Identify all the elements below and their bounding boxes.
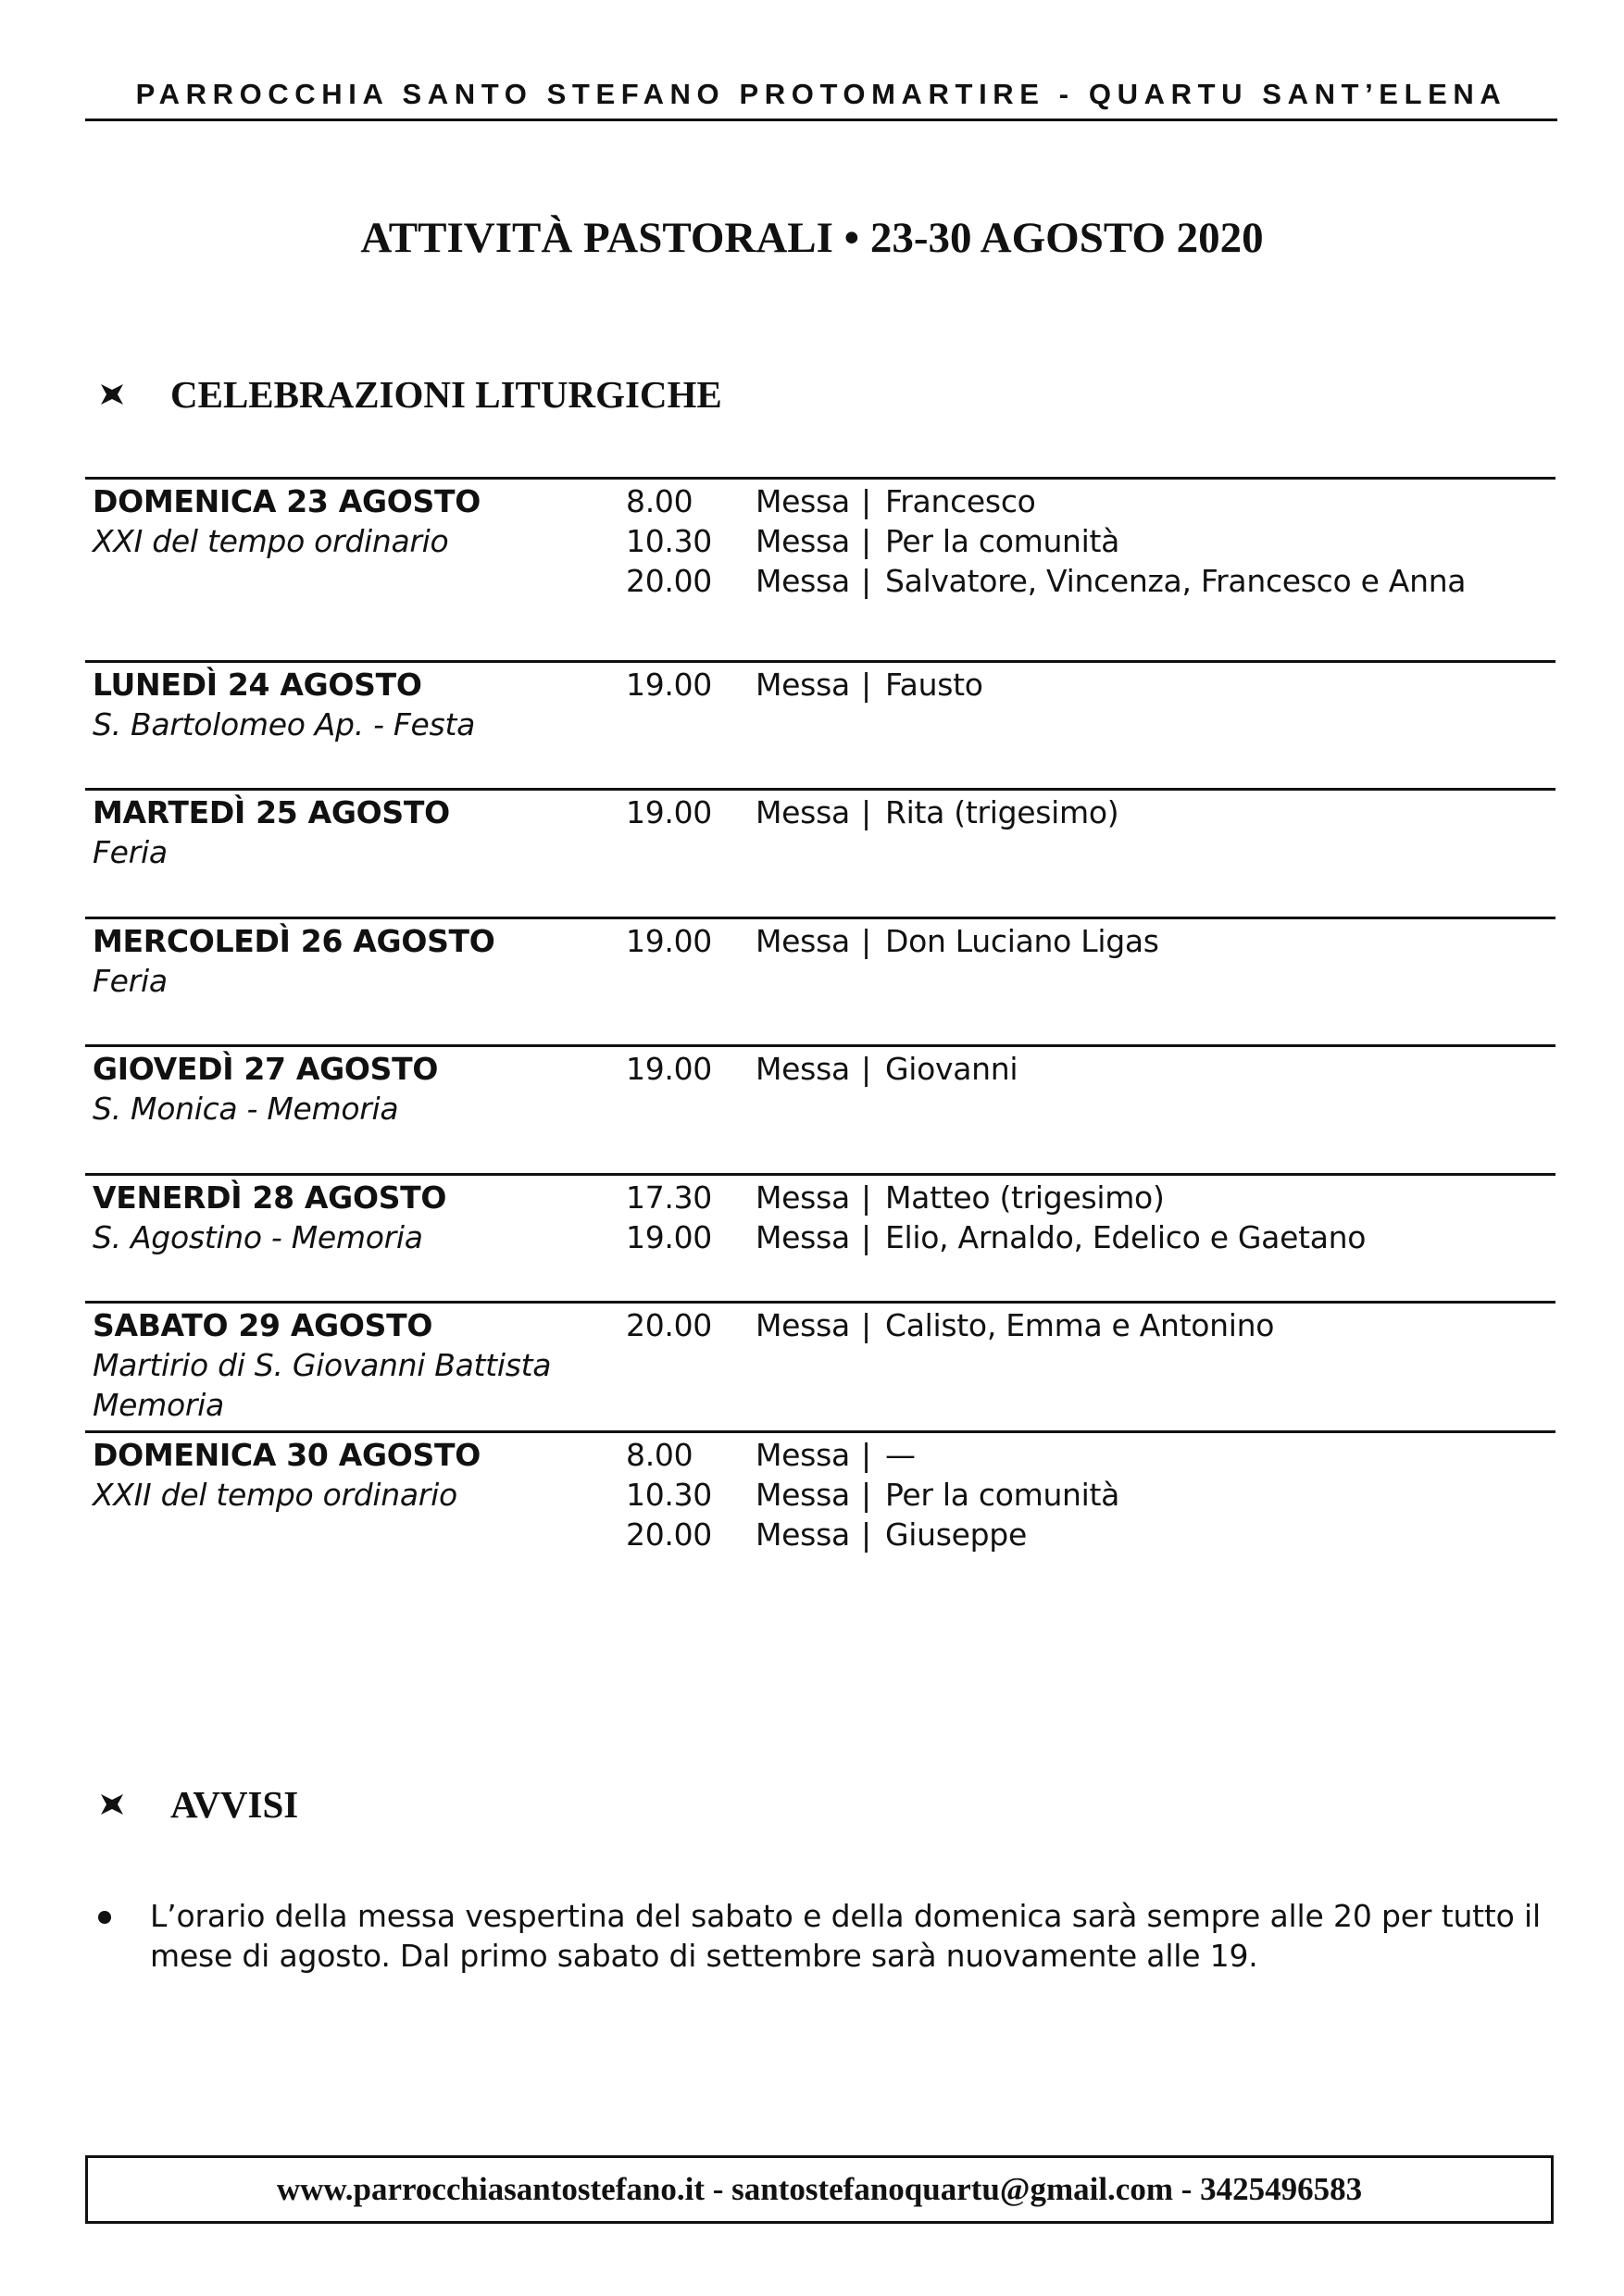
mass-time: 8.00 bbox=[626, 483, 693, 519]
mass-separator: | bbox=[861, 1051, 871, 1087]
day-info bbox=[93, 1305, 611, 1425]
mass-separator: | bbox=[861, 1219, 871, 1255]
mass-separator: | bbox=[861, 483, 871, 519]
notice-item bbox=[98, 1896, 1541, 1976]
day-block bbox=[85, 477, 1555, 663]
mass-separator: | bbox=[861, 1179, 871, 1216]
section-heading-notices bbox=[100, 1782, 298, 1827]
day-liturgical-note: S. Monica - Memoria bbox=[93, 1091, 399, 1127]
day-liturgical-note: S. Bartolomeo Ap. - Festa bbox=[93, 706, 476, 742]
mass-entry bbox=[626, 921, 1552, 961]
mass-separator: | bbox=[861, 923, 871, 959]
day-liturgical-note: Memoria bbox=[93, 1387, 224, 1423]
page-title: ATTIVITÀ PASTORALI • 23-30 AGOSTO 2020 bbox=[360, 214, 1264, 262]
day-info bbox=[93, 481, 611, 561]
mass-separator: | bbox=[861, 794, 871, 830]
mass-entry bbox=[626, 1435, 1552, 1475]
notice-text: L’orario della messa vespertina del sabato e della domenica sarà sempre alle 20 per tutto il mese di agosto. Dal primo sabato di settembre sarà nuovamente alle 19. bbox=[150, 1898, 1541, 1974]
mass-time: 19.00 bbox=[626, 667, 712, 703]
mass-entry bbox=[626, 665, 1552, 705]
mass-entry bbox=[626, 1049, 1552, 1089]
mass-label: Messa bbox=[756, 923, 850, 959]
mass-label: Messa bbox=[756, 667, 850, 703]
footer-contacts: www.parrocchiasantostefano.it - santostefanoquartu@gmail.com - 3425496583 bbox=[276, 2171, 1363, 2207]
mass-list bbox=[626, 1049, 1552, 1089]
day-liturgical-note: XXII del tempo ordinario bbox=[93, 1477, 457, 1513]
mass-entry bbox=[626, 1178, 1552, 1217]
mass-list bbox=[626, 792, 1552, 832]
mass-time: 8.00 bbox=[626, 1437, 693, 1473]
day-liturgical-note: Feria bbox=[93, 834, 168, 870]
day-name: MARTEDÌ 25 AGOSTO bbox=[93, 794, 450, 830]
day-block bbox=[85, 1301, 1555, 1433]
mass-intention: Per la comunità bbox=[885, 1477, 1120, 1513]
day-liturgical-note: Martirio di S. Giovanni Battista bbox=[93, 1347, 552, 1383]
mass-entry bbox=[626, 521, 1552, 561]
mass-separator: | bbox=[861, 1516, 871, 1553]
mass-separator: | bbox=[861, 1437, 871, 1473]
mass-entry bbox=[626, 1475, 1552, 1515]
mass-entry bbox=[626, 792, 1552, 832]
bullet-icon bbox=[98, 1911, 111, 1924]
mass-time: 17.30 bbox=[626, 1179, 712, 1216]
mass-intention: Francesco bbox=[885, 483, 1036, 519]
mass-time: 19.00 bbox=[626, 1051, 712, 1087]
mass-label: Messa bbox=[756, 1516, 850, 1553]
day-block bbox=[85, 660, 1555, 791]
mass-entry bbox=[626, 1305, 1552, 1345]
day-block bbox=[85, 1044, 1555, 1176]
mass-intention: — bbox=[885, 1437, 916, 1473]
day-block bbox=[85, 917, 1555, 1047]
star-bullet-icon bbox=[100, 1792, 124, 1816]
day-liturgical-note: S. Agostino - Memoria bbox=[93, 1219, 423, 1255]
mass-label: Messa bbox=[756, 483, 850, 519]
mass-time: 10.30 bbox=[626, 1477, 712, 1513]
mass-intention: Giovanni bbox=[885, 1051, 1018, 1087]
day-info bbox=[93, 1049, 611, 1129]
section-heading-liturgy bbox=[100, 372, 722, 417]
mass-intention: Don Luciano Ligas bbox=[885, 923, 1159, 959]
day-info bbox=[93, 665, 611, 744]
mass-time: 19.00 bbox=[626, 923, 712, 959]
mass-intention: Matteo (trigesimo) bbox=[885, 1179, 1165, 1216]
mass-intention: Elio, Arnaldo, Edelico e Gaetano bbox=[885, 1219, 1367, 1255]
day-block bbox=[85, 788, 1555, 919]
parish-name: PARROCCHIA SANTO STEFANO PROTOMARTIRE - QUARTU SANT’ELENA bbox=[135, 78, 1507, 110]
day-name: DOMENICA 30 AGOSTO bbox=[93, 1437, 481, 1473]
mass-separator: | bbox=[861, 1477, 871, 1513]
page-header bbox=[85, 76, 1557, 121]
mass-time: 10.30 bbox=[626, 523, 712, 559]
mass-entry bbox=[626, 481, 1552, 521]
mass-label: Messa bbox=[756, 563, 850, 599]
mass-time: 20.00 bbox=[626, 563, 712, 599]
day-liturgical-note: XXI del tempo ordinario bbox=[93, 523, 449, 559]
mass-intention: Rita (trigesimo) bbox=[885, 794, 1119, 830]
mass-intention: Giuseppe bbox=[885, 1516, 1027, 1553]
mass-label: Messa bbox=[756, 794, 850, 830]
mass-time: 20.00 bbox=[626, 1516, 712, 1553]
mass-separator: | bbox=[861, 667, 871, 703]
day-block bbox=[85, 1430, 1555, 1572]
mass-label: Messa bbox=[756, 1437, 850, 1473]
section-title-notices: AVVISI bbox=[170, 1783, 299, 1826]
mass-intention: Per la comunità bbox=[885, 523, 1120, 559]
day-name: DOMENICA 23 AGOSTO bbox=[93, 483, 481, 519]
mass-list bbox=[626, 921, 1552, 961]
mass-list bbox=[626, 1305, 1552, 1345]
mass-label: Messa bbox=[756, 523, 850, 559]
mass-entry bbox=[626, 1217, 1552, 1257]
mass-intention: Calisto, Emma e Antonino bbox=[885, 1307, 1275, 1343]
mass-label: Messa bbox=[756, 1179, 850, 1216]
day-info bbox=[93, 792, 611, 872]
mass-label: Messa bbox=[756, 1051, 850, 1087]
day-info bbox=[93, 1435, 611, 1515]
mass-intention: Fausto bbox=[885, 667, 983, 703]
day-name: LUNEDÌ 24 AGOSTO bbox=[93, 667, 422, 703]
mass-separator: | bbox=[861, 563, 871, 599]
mass-label: Messa bbox=[756, 1477, 850, 1513]
day-info bbox=[93, 921, 611, 1001]
mass-entry bbox=[626, 1515, 1552, 1554]
mass-entry bbox=[626, 561, 1552, 601]
mass-separator: | bbox=[861, 1307, 871, 1343]
footer bbox=[85, 2155, 1554, 2224]
mass-list bbox=[626, 1178, 1552, 1257]
mass-time: 19.00 bbox=[626, 794, 712, 830]
mass-label: Messa bbox=[756, 1307, 850, 1343]
mass-list bbox=[626, 481, 1552, 601]
day-name: VENERDÌ 28 AGOSTO bbox=[93, 1179, 447, 1216]
day-name: SABATO 29 AGOSTO bbox=[93, 1307, 433, 1343]
day-liturgical-note: Feria bbox=[93, 963, 168, 999]
star-bullet-icon bbox=[100, 382, 124, 406]
day-block bbox=[85, 1173, 1555, 1304]
section-title-liturgy: CELEBRAZIONI LITURGICHE bbox=[170, 373, 722, 416]
day-name: GIOVEDÌ 27 AGOSTO bbox=[93, 1051, 439, 1087]
mass-time: 19.00 bbox=[626, 1219, 712, 1255]
mass-separator: | bbox=[861, 523, 871, 559]
mass-list bbox=[626, 1435, 1552, 1554]
mass-list bbox=[626, 665, 1552, 705]
mass-intention: Salvatore, Vincenza, Francesco e Anna bbox=[885, 563, 1467, 599]
mass-time: 20.00 bbox=[626, 1307, 712, 1343]
mass-label: Messa bbox=[756, 1219, 850, 1255]
day-name: MERCOLEDÌ 26 AGOSTO bbox=[93, 923, 495, 959]
day-info bbox=[93, 1178, 611, 1257]
